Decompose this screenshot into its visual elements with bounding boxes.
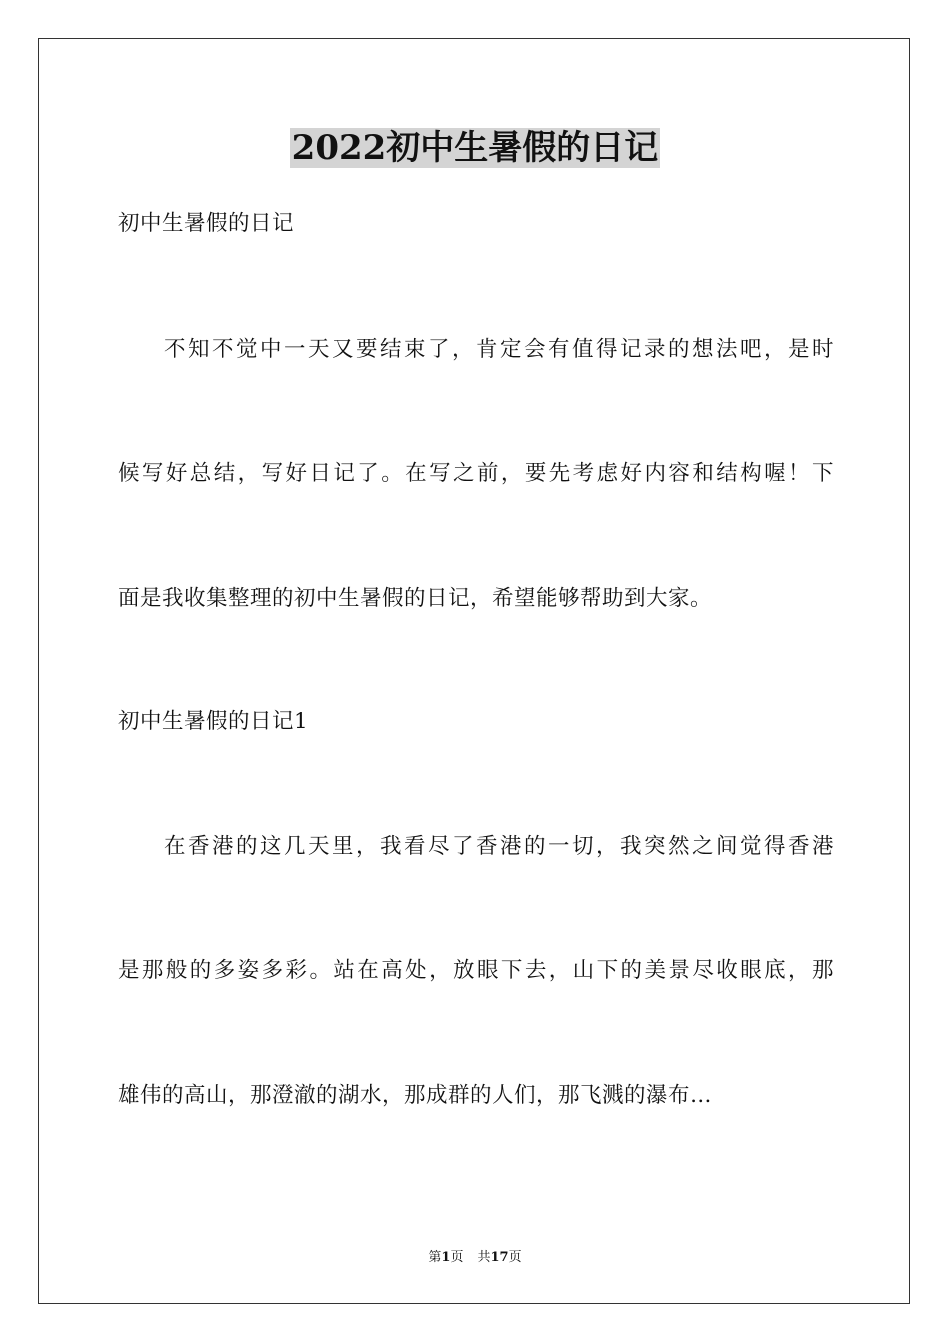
footer-page-total: 17 xyxy=(490,1250,509,1265)
body-line-2: 是那般的多姿多彩。站在高处，放眼下去，山下的美景尽收眼底，那 xyxy=(118,958,834,983)
page-footer xyxy=(0,1249,950,1267)
section-heading: 初中生暑假的日记1 xyxy=(118,709,309,734)
footer-total-suffix: 页 xyxy=(508,1250,522,1265)
footer-page-prefix: 第 xyxy=(428,1250,442,1265)
body-line-3: 雄伟的高山，那澄澈的湖水，那成群的人们，那飞溅的瀑布… xyxy=(118,1083,713,1108)
footer-page-suffix: 页 xyxy=(450,1250,464,1265)
document-title xyxy=(0,126,950,170)
document-title-text: 2022初中生暑假的日记 xyxy=(291,128,659,168)
body-line-1: 在香港的这几天里，我看尽了香港的一切，我突然之间觉得香港 xyxy=(164,834,834,859)
document-subtitle: 初中生暑假的日记 xyxy=(118,211,295,236)
intro-line-2: 候写好总结，写好日记了。在写之前，要先考虑好内容和结构喔！下 xyxy=(118,461,834,486)
intro-line-1: 不知不觉中一天又要结束了，肯定会有值得记录的想法吧，是时 xyxy=(164,337,834,362)
footer-page-current: 1 xyxy=(441,1250,451,1265)
footer-total-prefix: 共 xyxy=(477,1250,491,1265)
intro-line-3: 面是我收集整理的初中生暑假的日记，希望能够帮助到大家。 xyxy=(118,586,713,611)
